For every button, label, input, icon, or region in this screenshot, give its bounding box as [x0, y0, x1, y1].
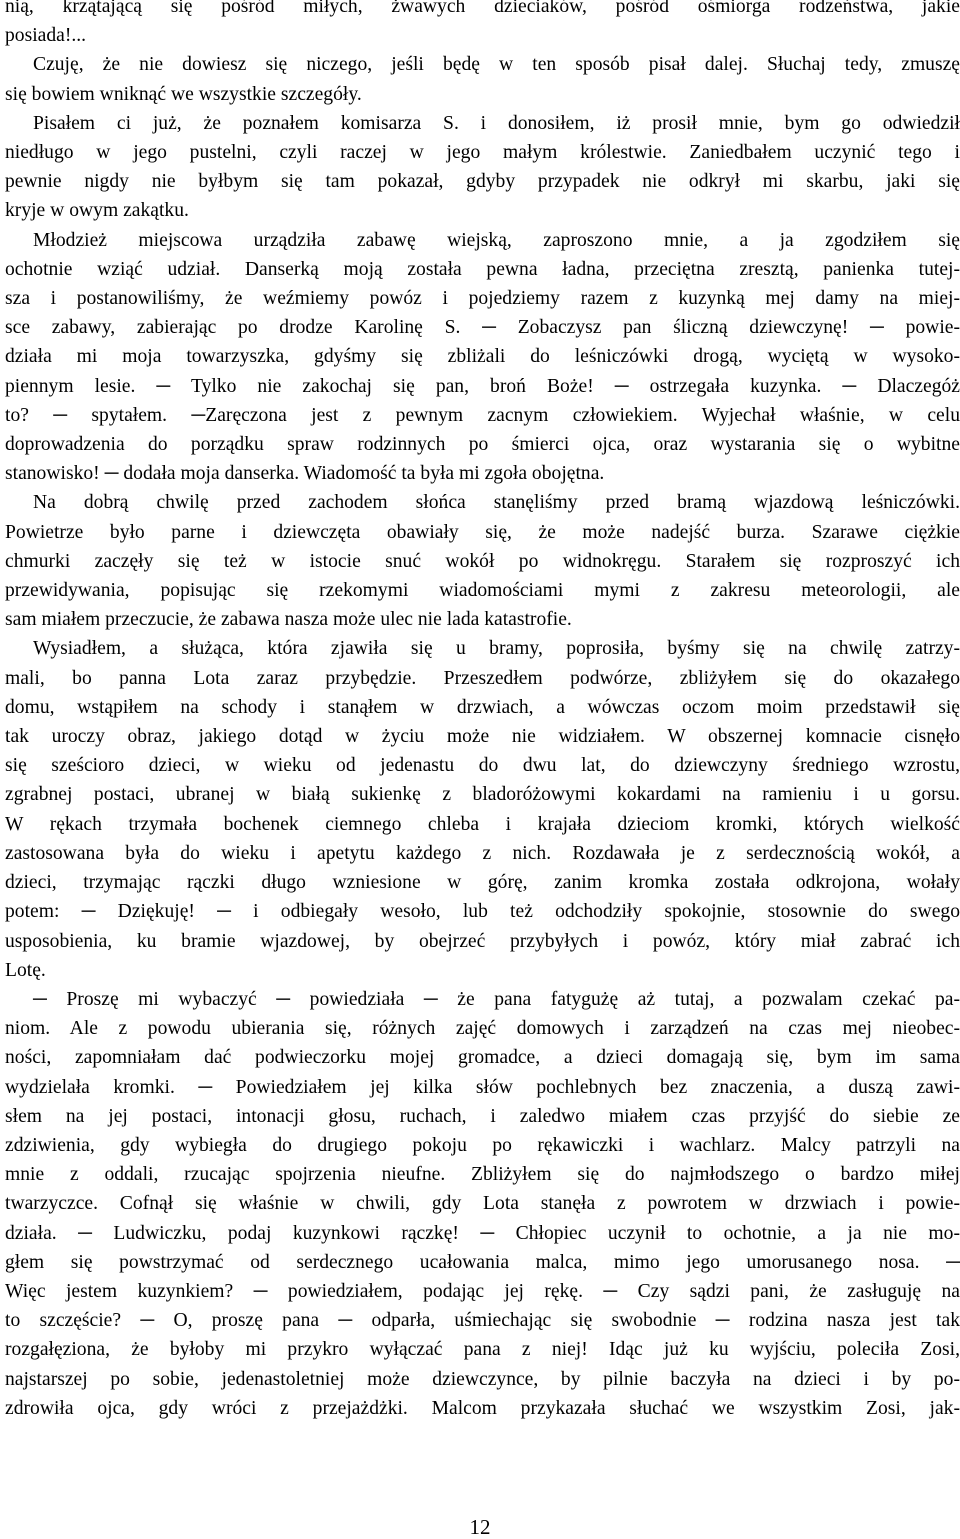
- text-line: chmurki zaczęły się też w istocie snuć wokół po widnokręgu. Starałem się rozproszyć ich: [5, 550, 960, 572]
- text-line: kryje w owym zakątku.: [5, 200, 189, 222]
- text-line: Lotę.: [5, 959, 46, 981]
- text-line: Wysiadłem, a służąca, która zjawiła się u bramy, poprosiła, byśmy się na chwilę zatrzy-: [33, 638, 960, 660]
- text-line: usposobienia, ku bramie wjazdowej, by obejrzeć przybyłych i powóz, który miał zabrać ich: [5, 930, 960, 952]
- text-line: najstarszej po sobie, jedenastoletniej może dziewczynce, by pilnie baczyła na dzieci i by po-: [5, 1368, 960, 1390]
- text-line: zgrabnej postaci, ubranej w białą sukienkę z bladoróżowymi kokardami na ramieniu i u gorsu.: [5, 784, 960, 806]
- text-line: to? ─ spytałem. ─Zaręczona jest z pewnym zacnym człowiekiem. Wyjechał właśnie, w celu: [5, 404, 960, 426]
- text-line: ochotnie wziąć udział. Danserką moją została pewna ładna, przeciętna zresztą, panienka tutej-: [5, 258, 960, 280]
- text-line: rozgałęziona, że byłoby mi przykro wyłączać pana z niej! Idąc już ku wyjściu, poleciła Zosi,: [5, 1339, 960, 1361]
- text-line: się bowiem wniknąć we wszystkie szczegóły.: [5, 83, 362, 105]
- text-line: Więc jestem kuzynkiem? ─ powiedziałem, podając jej rękę. ─ Czy sądzi pani, że zasługuję na: [5, 1280, 960, 1302]
- text-line: pewnie nigdy nie byłbym się tam pokazał, gdyby przypadek nie odkrył mi skarbu, jaki się: [5, 171, 960, 193]
- text-line: Czuję, że nie dowiesz się niczego, jeśli będę w ten sposób pisał dalej. Słuchaj tedy, zmuszę: [33, 54, 960, 76]
- text-line: W rękach trzymała bochenek ciemnego chleba i krajała dzieciom kromki, których wielkość: [5, 813, 960, 835]
- text-line: dzieci, trzymając rączki długo wzniesione w górę, zanim kromka została odkrojona, wołały: [5, 872, 960, 894]
- text-line: działa. ─ Ludwiczku, podaj kuzynkowi rączkę! ─ Chłopiec uczynił to ochotnie, a ja nie mo-: [5, 1222, 960, 1244]
- text-line: Pisałem ci już, że poznałem komisarza S. i donosiłem, iż prosił mnie, bym go odwiedził: [33, 112, 960, 134]
- text-line: stanowisko! ─ dodała moja danserka. Wiadomość ta była mi zgoła obojętna.: [5, 463, 605, 485]
- text-line: sza i postanowiliśmy, że weźmiemy powóz i pojedziemy razem z kuzynką mej damy na miej-: [5, 288, 960, 310]
- text-line: ności, zapomniałam dać podwieczorku mojej gromadce, a dzieci domagają się, bym im sama: [5, 1047, 960, 1069]
- text-line: mali, bo panna Lota zaraz przybędzie. Przeszedłem podwórze, zbliżyłem się do okazałego: [5, 667, 960, 689]
- text-line: sam miałem przeczucie, że zabawa nasza może ulec nie lada katastrofie.: [5, 609, 572, 631]
- text-body: [5, 0, 960, 1423]
- text-line: posiada!...: [5, 25, 87, 47]
- text-line: przewidywania, popisując się rzekomymi wiadomościami mymi z zakresu meteorologii, ale: [5, 580, 960, 602]
- text-line: Powietrze było parne i dziewczęta obawiały się, że może nadejść burza. Szarawe ciężkie: [5, 521, 960, 543]
- text-line: się sześcioro dzieci, w wieku od jedenastu do dwu lat, do dziewczyny średniego wzrostu,: [5, 755, 960, 777]
- text-line: piennym lesie. ─ Tylko nie zakochaj się pan, broń Boże! ─ ostrzegała kuzynka. ─ Dlaczegóż: [5, 375, 960, 397]
- text-line: domu, wstąpiłem na schody i stanąłem w drzwiach, a wówczas oczom moim przedstawił się: [5, 696, 960, 718]
- text-line: twarzyczce. Cofnął się właśnie w chwili, gdy Lota stanęła z powrotem w drzwiach i powie-: [5, 1193, 960, 1215]
- text-line: działa mi moja towarzyszka, gdyśmy się zbliżali do leśniczówki drogą, wyciętą w wysoko-: [5, 346, 960, 368]
- text-line: słem na jej postaci, intonacji głosu, ruchach, i zaledwo miałem czas przyjść do siebie ze: [5, 1105, 960, 1127]
- text-line: sce zabawy, zabierając po drodze Karolinę S. ─ Zobaczysz pan śliczną dziewczynę! ─ powie-: [5, 317, 960, 339]
- text-line: doprowadzenia do porządku spraw rodzinnych po śmierci ojca, oraz wystarania się o wybitne: [5, 434, 960, 456]
- text-line: głem się powstrzymać od serdecznego ucałowania malca, mimo jego umorusanego nosa. ─: [5, 1251, 960, 1273]
- text-line: Młodzież miejscowa urządziła zabawę wiejską, zaproszono mnie, a ja zgodziłem się: [33, 229, 960, 251]
- text-line: wydzielała kromki. ─ Powiedziałem jej kilka słów pochlebnych bez znaczenia, a duszą zawi-: [5, 1076, 960, 1098]
- text-line: mnie z oddali, rzucając spojrzenia nieufne. Zbliżyłem się do najmłodszego o bardzo miłej: [5, 1164, 960, 1186]
- text-line: zdziwienia, gdy wybiegła do drugiego pokoju po rękawiczki i wachlarz. Malcy patrzyli na: [5, 1134, 960, 1156]
- text-line: to szczęście? ─ O, proszę pana ─ odparła, uśmiechając się swobodnie ─ rodzina nasza jest tak: [5, 1310, 960, 1332]
- text-line: zdrowiła ojca, gdy wróci z przejażdżki. Malcom przykazała słuchać we wszystkim Zosi, jak-: [5, 1397, 960, 1419]
- text-line: tak uroczy obraz, jakiego dotąd w życiu może nie widziałem. W obszernej komnacie cisnęło: [5, 726, 960, 748]
- text-line: nią, krzątającą się pośród miłych, żwawych dzieciaków, pośród ośmiorga rodzeństwa, jakie: [5, 0, 960, 17]
- text-line: niom. Ale z powodu ubierania się, różnych zajęć domowych i zarządzeń na czas mej nieobec-: [5, 1018, 960, 1040]
- page-number: 12: [469, 1515, 491, 1539]
- text-line: potem: ─ Dziękuję! ─ i odbiegały wesoło, lub też odchodziły spokojnie, stosownie do swego: [5, 901, 960, 923]
- text-line: ─ Proszę mi wybaczyć ─ powiedziała ─ że pana fatygużę aż tutaj, a pozwalam czekać pa-: [33, 988, 960, 1010]
- text-line: niedługo w jego pustelni, czyli raczej w jego małym królestwie. Zaniedbałem uczynić tego i: [5, 142, 960, 164]
- text-line: Na dobrą chwilę przed zachodem słońca stanęliśmy przed bramą wjazdową leśniczówki.: [33, 492, 960, 514]
- text-line: zastosowana była do wieku i apetytu każdego z nich. Rozdawała je z serdecznością wokół, a: [5, 842, 960, 864]
